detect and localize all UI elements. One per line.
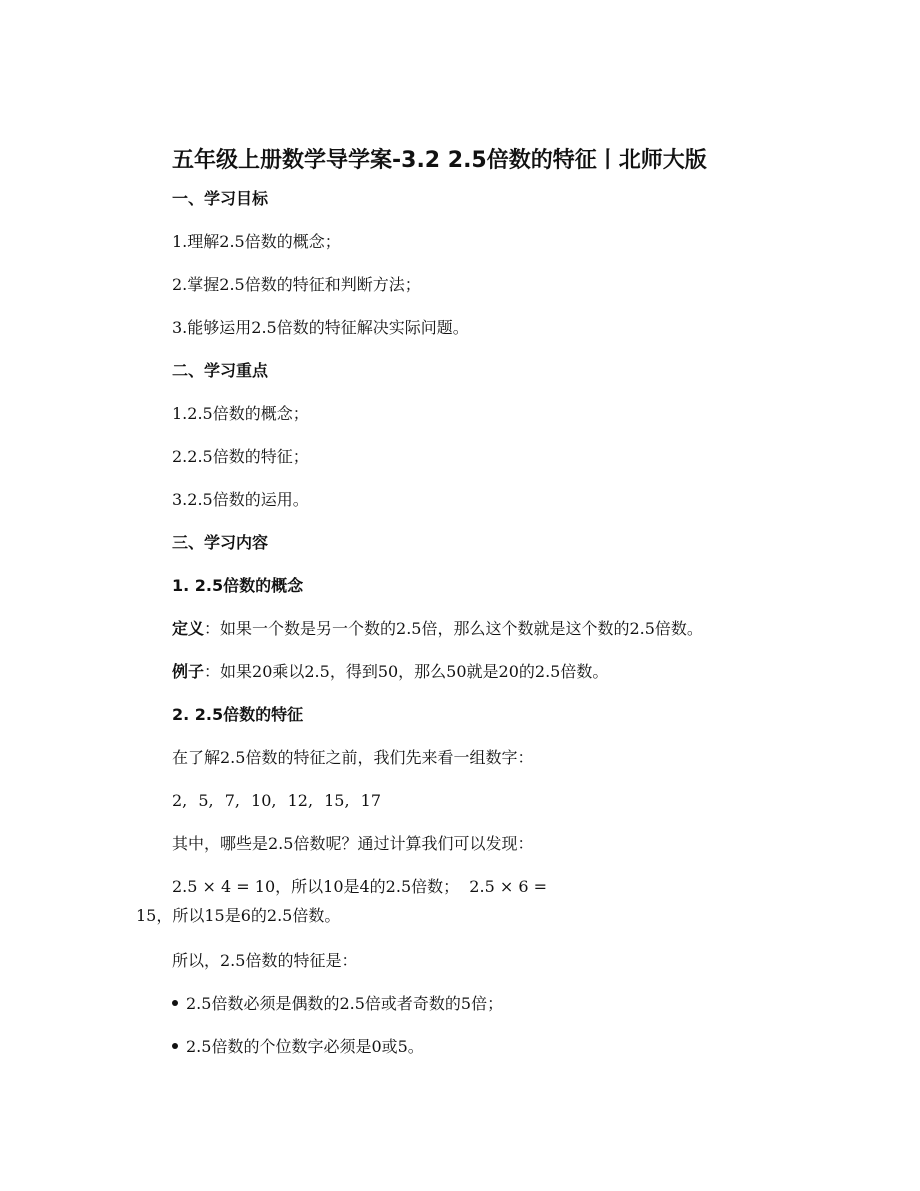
example-label: 例子 (172, 662, 205, 681)
definition-label: 定义 (172, 619, 205, 638)
section-heading-goals: 一、学习目标 (172, 189, 269, 208)
features-conclusion: 所以，2.5倍数的特征是： (172, 951, 358, 970)
subsection-heading-concept: 1. 2.5倍数的概念 (172, 576, 304, 595)
keypoint-item-2: 2.2.5倍数的特征； (172, 447, 309, 466)
definition-text: ：如果一个数是另一个数的2.5倍，那么这个数就是这个数的2.5倍数。 (204, 619, 703, 638)
keypoint-item-1: 1.2.5倍数的概念； (172, 404, 309, 423)
feature-bullet-1 (172, 993, 503, 1015)
keypoint-item-3: 3.2.5倍数的运用。 (172, 490, 309, 509)
feature-bullet-2 (172, 1036, 424, 1058)
features-question: 其中，哪些是2.5倍数呢？通过计算我们可以发现： (172, 834, 534, 853)
section-heading-keypoints: 二、学习重点 (172, 361, 269, 380)
goal-item-3: 3.能够运用2.5倍数的特征解决实际问题。 (172, 318, 469, 337)
feature-bullet-text: 2.5倍数的个位数字必须是0或5。 (186, 1037, 424, 1056)
bullet-dot-icon (172, 1000, 178, 1006)
goal-item-1: 1.理解2.5倍数的概念； (172, 232, 341, 251)
document-title: 五年级上册数学导学案-3.2 2.5倍数的特征丨北师大版 (172, 148, 707, 173)
example-text: ：如果20乘以2.5，得到50，那么50就是20的2.5倍数。 (204, 662, 609, 681)
calc-line-1: 2.5 × 4 = 10，所以10是4的2.5倍数； 2.5 × 6 = (172, 877, 547, 896)
feature-bullet-text: 2.5倍数必须是偶数的2.5倍或者奇数的5倍； (186, 994, 504, 1013)
number-list: 2, 5, 7, 10, 12, 15, 17 (172, 791, 382, 810)
features-intro: 在了解2.5倍数的特征之前，我们先来看一组数字： (172, 748, 534, 767)
goal-item-2: 2.掌握2.5倍数的特征和判断方法； (172, 275, 421, 294)
calc-line-2: 15，所以15是6的2.5倍数。 (136, 906, 341, 925)
section-heading-content: 三、学习内容 (172, 533, 269, 552)
subsection-heading-features: 2. 2.5倍数的特征 (172, 705, 304, 724)
bullet-dot-icon (172, 1043, 178, 1049)
example-paragraph (172, 661, 608, 683)
definition-paragraph (172, 618, 703, 640)
